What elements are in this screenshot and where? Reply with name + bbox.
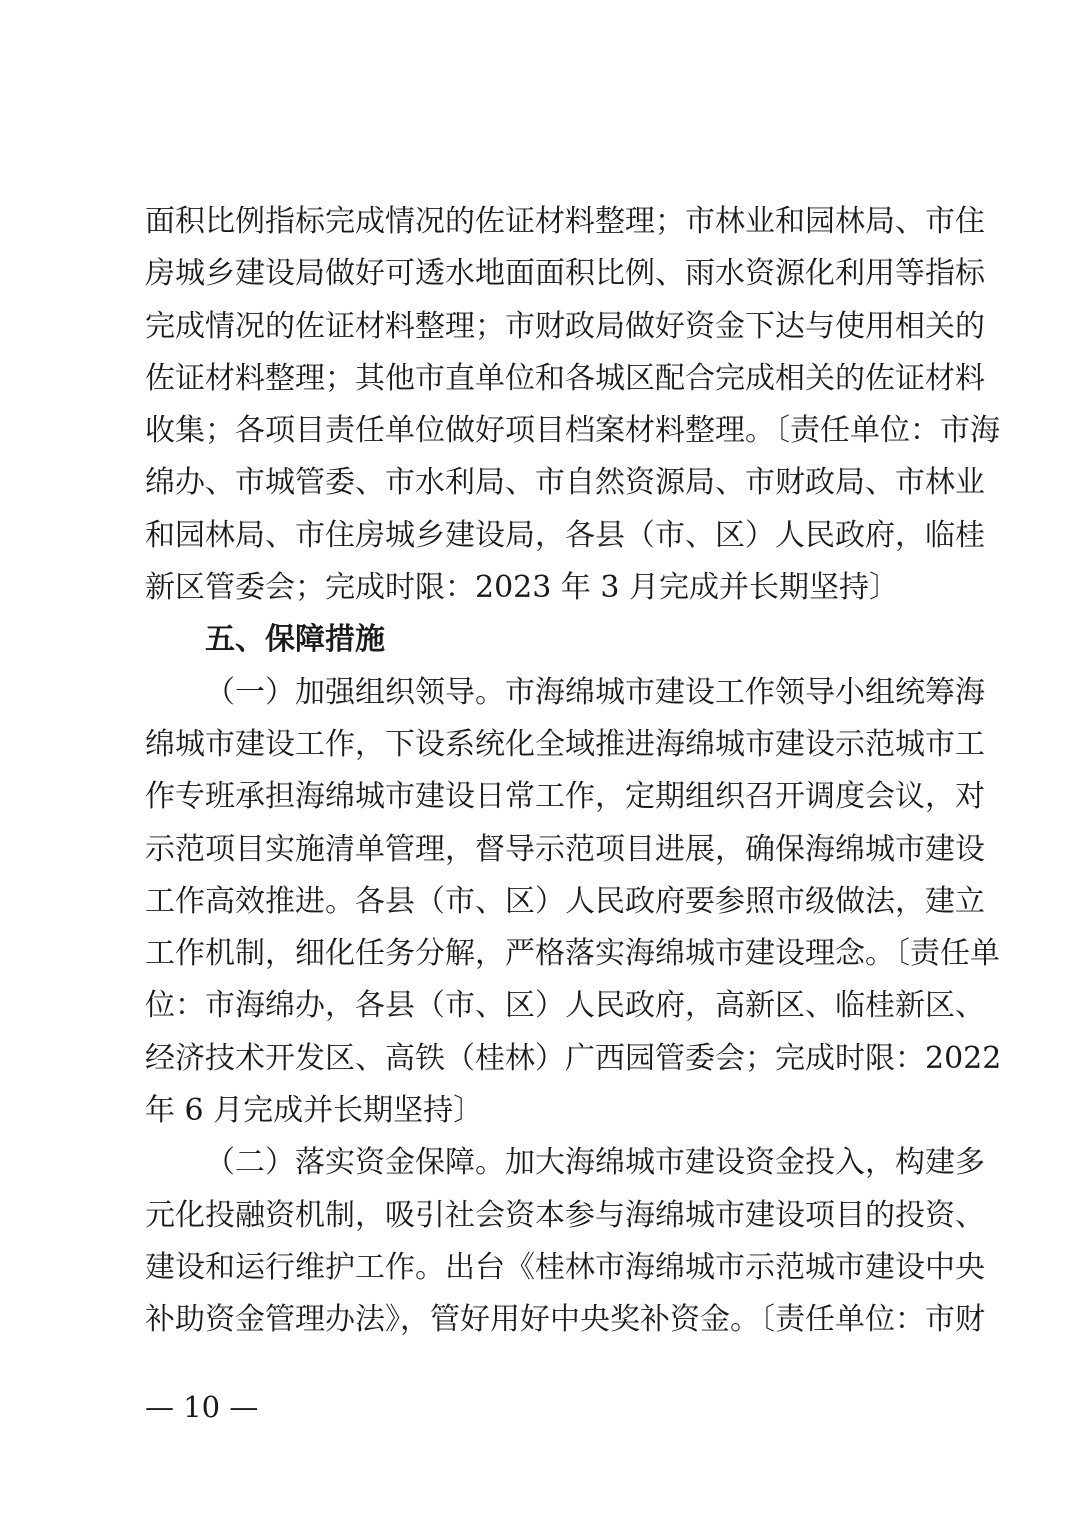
body-line-15: 工作机制，细化任务分解，严格落实海绵城市建设理念。〔责任单 — [145, 936, 1000, 972]
body-line-22: 补助资金管理办法》，管好用好中央奖补资金。〔责任单位：市财 — [145, 1302, 985, 1338]
body-line-13: 示范项目实施清单管理，督导示范项目进展，确保海绵城市建设 — [145, 831, 985, 867]
body-line-11: 绵城市建设工作，下设系统化全域推进海绵城市建设示范城市工 — [145, 726, 985, 762]
body-line-3: 完成情况的佐证材料整理；市财政局做好资金下达与使用相关的 — [145, 308, 985, 344]
body-line-6: 绵办、市城管委、市水利局、市自然资源局、市财政局、市林业 — [145, 465, 985, 501]
body-line-19: （二）落实资金保障。加大海绵城市建设资金投入，构建多 — [205, 1145, 985, 1181]
body-line-2: 房城乡建设局做好可透水地面面积比例、雨水资源化利用等指标 — [145, 256, 985, 292]
body-line-20: 元化投融资机制，吸引社会资本参与海绵城市建设项目的投资、 — [145, 1197, 985, 1233]
body-line-16: 位：市海绵办，各县（市、区）人民政府，高新区、临桂新区、 — [145, 988, 985, 1024]
body-line-1: 面积比例指标完成情况的佐证材料整理；市林业和园林局、市住 — [145, 204, 985, 239]
body-line-12: 作专班承担海绵城市建设日常工作，定期组织召开调度会议，对 — [145, 779, 985, 815]
page-number: — 10 — — [145, 1390, 259, 1424]
body-line-8: 新区管委会；完成时限：2023 年 3 月完成并长期坚持〕 — [145, 570, 900, 606]
body-line-5: 收集；各项目责任单位做好项目档案材料整理。〔责任单位：市海 — [145, 413, 1000, 449]
section-heading: 五、保障措施 — [205, 622, 385, 658]
body-line-10: （一）加强组织领导。市海绵城市建设工作领导小组统筹海 — [205, 674, 985, 710]
body-line-21: 建设和运行维护工作。出台《桂林市海绵城市示范城市建设中央 — [145, 1249, 985, 1285]
body-line-18: 年 6 月完成并长期坚持〕 — [145, 1093, 484, 1129]
body-line-7: 和园林局、市住房城乡建设局，各县（市、区）人民政府，临桂 — [145, 517, 985, 553]
document-body — [145, 196, 1002, 1347]
body-line-4: 佐证材料整理；其他市直单位和各城区配合完成相关的佐证材料 — [145, 360, 985, 396]
body-line-17: 经济技术开发区、高铁（桂林）广西园管委会；完成时限：2022 — [145, 1040, 1002, 1076]
body-line-14: 工作高效推进。各县（市、区）人民政府要参照市级做法，建立 — [145, 883, 985, 919]
